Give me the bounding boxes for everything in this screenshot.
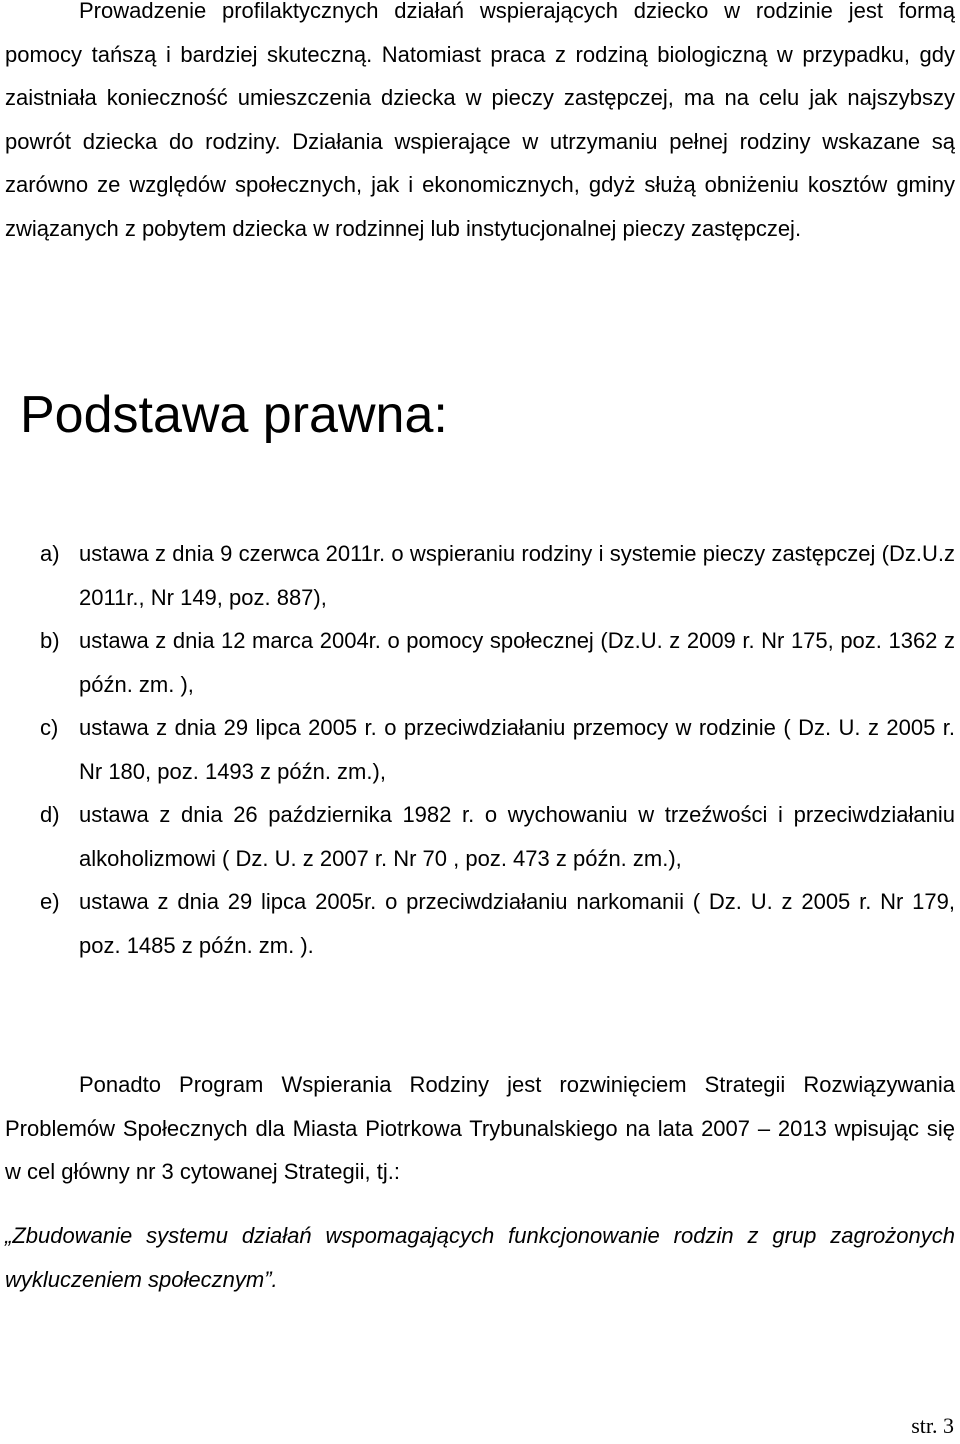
legal-basis-text: ustawa z dnia 26 października 1982 r. o wychowaniu w trzeźwości i przeciwdziałaniu alkoholizmowi ( Dz. U. z 2007 r. Nr 70 , poz. 473 z późn. zm.),	[79, 802, 955, 871]
legal-basis-text: ustawa z dnia 29 lipca 2005 r. o przeciwdziałaniu przemocy w rodzinie ( Dz. U. z 2005 r. Nr 180, poz. 1493 z późn. zm.),	[79, 715, 955, 784]
legal-basis-text: ustawa z dnia 12 marca 2004r. o pomocy społecznej (Dz.U. z 2009 r. Nr 175, poz. 1362 z późn. zm. ),	[79, 628, 955, 697]
legal-basis-text: ustawa z dnia 9 czerwca 2011r. o wspieraniu rodziny i systemie pieczy zastępczej (Dz.U.z 2011r., Nr 149, poz. 887),	[79, 541, 955, 610]
list-marker: c)	[40, 715, 59, 740]
legal-basis-text: ustawa z dnia 29 lipca 2005r. o przeciwdziałaniu narkomanii ( Dz. U. z 2005 r. Nr 179, poz. 1485 z późn. zm. ).	[79, 889, 955, 958]
strategic-goal-quote: „Zbudowanie systemu działań wspomagających funkcjonowanie rodzin z grup zagrożonych wykluczeniem społecznym”.	[5, 1223, 955, 1292]
legal-basis-item	[40, 706, 955, 793]
list-marker: a)	[40, 541, 60, 566]
list-marker: e)	[40, 889, 60, 914]
page-number: str. 3	[911, 1413, 954, 1438]
intro-paragraph-text: Prowadzenie profilaktycznych działań wspierających dziecko w rodzinie jest formą pomocy tańszą i bardziej skuteczną. Natomiast praca z rodziną biologiczną w przypadku, gdy zaistniała konieczność umieszczenia dziecka w pieczy zastępczej, ma na celu jak najszybszy powrót dziecka do rodziny. Działania wspierające w utrzymaniu pełnej rodziny wskazane są zarówno ze względów społecznych, jak i ekonomicznych, gdyż służą obniżeniu kosztów gminy związanych z pobytem dziecka w rodzinnej lub instytucjonalnej pieczy zastępczej.	[5, 0, 955, 241]
legal-basis-item	[40, 880, 955, 967]
intro-paragraph	[5, 0, 955, 250]
list-marker: b)	[40, 628, 60, 653]
section-heading: Podstawa prawna:	[20, 386, 448, 444]
legal-basis-item	[40, 619, 955, 706]
legal-basis-list	[40, 532, 955, 967]
legal-basis-item	[40, 793, 955, 880]
legal-basis-item	[40, 532, 955, 619]
list-marker: d)	[40, 802, 60, 827]
closing-paragraph-text: Ponadto Program Wspierania Rodziny jest rozwinięciem Strategii Rozwiązywania Problemów Społecznych dla Miasta Piotrkowa Trybunalskiego na lata 2007 – 2013 wpisując się w cel główny nr 3 cytowanej Strategii, tj.:	[5, 1072, 955, 1184]
closing-paragraph	[5, 1063, 955, 1194]
